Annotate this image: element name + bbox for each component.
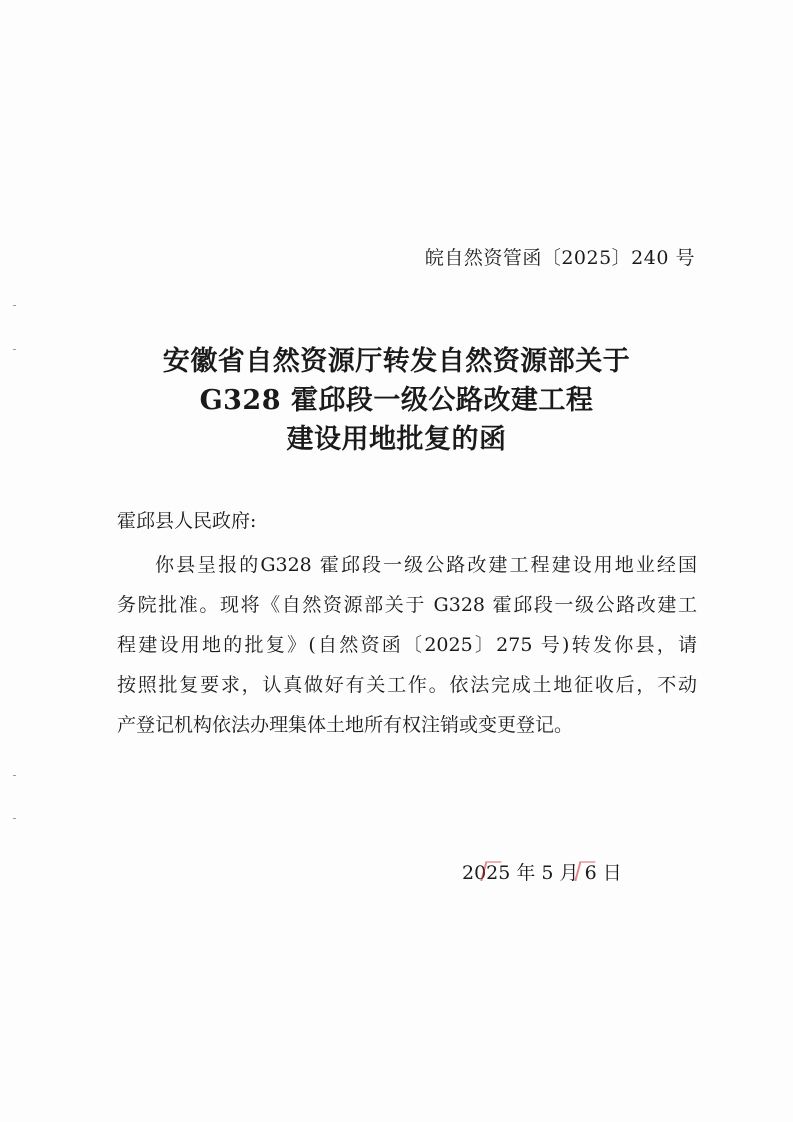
title-line-2: G328 霍邱段一级公路改建工程 <box>199 385 594 416</box>
body-line: 务院批准。现将《自然资源部关于 G328 霍邱段一级公路改建工 <box>117 594 697 616</box>
margin-mark <box>13 305 16 306</box>
document-title <box>0 342 793 459</box>
addressee: 霍邱县人民政府: <box>117 510 257 532</box>
document-number: 皖自然资管函〔2025〕240 号 <box>424 247 695 269</box>
margin-mark <box>13 818 16 819</box>
body-line: 按照批复要求，认真做好有关工作。依法完成土地征收后，不动 <box>117 674 697 696</box>
body-line: 程建设用地的批复》(自然资函〔2025〕275 号)转发你县，请 <box>117 634 697 656</box>
document-body <box>117 545 697 745</box>
body-line: 产登记机构依法办理集体土地所有权注销或变更登记。 <box>117 714 574 736</box>
title-line-1: 安徽省自然资源厅转发自然资源部关于 <box>162 346 631 377</box>
body-line: 你县呈报的G328 霍邱段一级公路改建工程建设用地业经国 <box>155 554 697 576</box>
margin-mark <box>13 775 16 776</box>
title-line-3: 建设用地批复的函 <box>286 424 507 455</box>
document-date: 2025 年 5 月 6 日 <box>462 862 622 884</box>
